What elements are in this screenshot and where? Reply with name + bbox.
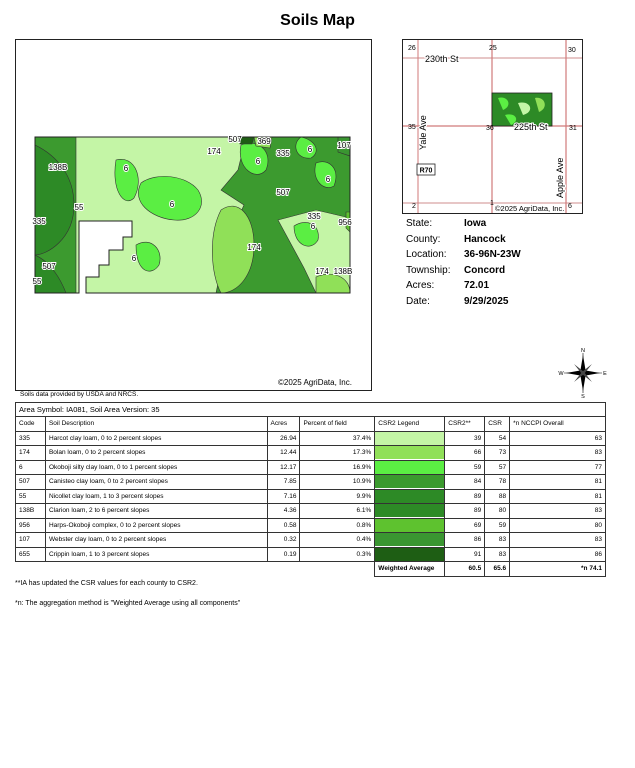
property-info xyxy=(406,216,521,310)
road-label: 225th St xyxy=(514,122,548,132)
soil-nccpi: 83 xyxy=(510,446,606,461)
column-header: CSR2 Legend xyxy=(375,417,445,432)
soil-description: Nicollet clay loam, 1 to 3 percent slopes xyxy=(45,489,267,504)
soil-csr2: 66 xyxy=(445,446,485,461)
area-symbol: Area Symbol: IA081, Soil Area Version: 35 xyxy=(16,403,606,417)
column-header: Code xyxy=(16,417,46,432)
map-label: 6 xyxy=(307,145,313,154)
table-row xyxy=(16,547,606,562)
area-symbol-row xyxy=(16,403,606,417)
soil-percent: 10.9% xyxy=(300,475,375,490)
soil-acres: 0.32 xyxy=(267,533,300,548)
column-header: Soil Description xyxy=(45,417,267,432)
soil-code: 107 xyxy=(16,533,46,548)
map-label: 6 xyxy=(255,157,261,166)
soil-nccpi: 63 xyxy=(510,431,606,446)
soil-description: Harps-Okoboji complex, 0 to 2 percent slopes xyxy=(45,518,267,533)
soil-percent: 16.9% xyxy=(300,460,375,475)
map-label: 6 xyxy=(325,175,331,184)
corner-label: 36 xyxy=(486,125,494,132)
compass-w: W xyxy=(558,371,564,377)
compass-n: N xyxy=(581,348,585,354)
corner-label: 25 xyxy=(489,45,497,52)
soil-acres: 0.58 xyxy=(267,518,300,533)
soil-percent: 37.4% xyxy=(300,431,375,446)
column-header: Acres xyxy=(267,417,300,432)
location-map-svg xyxy=(403,40,582,213)
table-row xyxy=(16,518,606,533)
location-map xyxy=(402,39,583,214)
soil-csr: 57 xyxy=(485,460,510,475)
corner-label: 26 xyxy=(408,45,416,52)
csr2-legend-swatch xyxy=(375,547,445,562)
soil-code: 138B xyxy=(16,504,46,519)
map-label: 138B xyxy=(333,267,353,276)
info-row-county xyxy=(406,232,521,248)
soil-nccpi: 86 xyxy=(510,547,606,562)
soil-acres: 26.94 xyxy=(267,431,300,446)
soil-percent: 0.3% xyxy=(300,547,375,562)
highway-label: R70 xyxy=(419,167,433,175)
soil-csr2: 84 xyxy=(445,475,485,490)
csr2-legend-swatch xyxy=(375,504,445,519)
map-label: 6 xyxy=(123,164,129,173)
compass-e: E xyxy=(603,371,607,377)
soil-csr2: 86 xyxy=(445,533,485,548)
soil-percent: 0.4% xyxy=(300,533,375,548)
soil-description: Webster clay loam, 0 to 2 percent slopes xyxy=(45,533,267,548)
info-value: 9/29/2025 xyxy=(464,295,509,307)
soil-description: Okoboji silty clay loam, 0 to 1 percent slopes xyxy=(45,460,267,475)
corner-label: 30 xyxy=(568,47,576,54)
info-value: Concord xyxy=(464,264,506,276)
map-label: 335 xyxy=(32,217,46,226)
info-label: Acres: xyxy=(406,280,435,292)
map-label: 6 xyxy=(310,222,316,231)
soil-nccpi: 80 xyxy=(510,518,606,533)
info-label: Location: xyxy=(406,249,447,261)
map-label: 369 xyxy=(257,137,271,146)
soil-acres: 4.36 xyxy=(267,504,300,519)
csr2-note: **IA has updated the CSR values for each county to CSR2. xyxy=(15,580,198,587)
soil-csr2: 39 xyxy=(445,431,485,446)
map-label: 335 xyxy=(307,212,321,221)
soil-csr2: 59 xyxy=(445,460,485,475)
soil-csr2: 69 xyxy=(445,518,485,533)
soil-csr: 59 xyxy=(485,518,510,533)
map-label: 507 xyxy=(276,188,290,197)
map-label: 507 xyxy=(42,262,56,271)
soils-map-svg xyxy=(16,40,371,390)
soil-table xyxy=(15,402,606,577)
table-row xyxy=(16,460,606,475)
aggregation-note: *n: The aggregation method is "Weighted Average using all components" xyxy=(15,600,241,607)
csr2-legend-swatch xyxy=(375,460,445,475)
csr2-legend-swatch xyxy=(375,533,445,548)
info-row-date xyxy=(406,294,521,310)
soil-acres: 0.19 xyxy=(267,547,300,562)
soil-percent: 17.3% xyxy=(300,446,375,461)
corner-label: 35 xyxy=(408,124,416,131)
soil-nccpi: 83 xyxy=(510,504,606,519)
corner-label: 1 xyxy=(490,200,494,207)
map-label: 335 xyxy=(276,149,290,158)
table-header xyxy=(16,417,606,432)
map-label: 138B xyxy=(48,163,68,172)
map-label: 6 xyxy=(131,254,137,263)
compass-s: S xyxy=(581,394,585,399)
map-label: 956 xyxy=(338,218,352,227)
soil-description: Bolan loam, 0 to 2 percent slopes xyxy=(45,446,267,461)
info-row-state xyxy=(406,216,521,232)
soil-code: 655 xyxy=(16,547,46,562)
map-copyright: ©2025 AgriData, Inc. xyxy=(278,378,352,387)
map-label: 6 xyxy=(169,200,175,209)
soil-code: 335 xyxy=(16,431,46,446)
map-label: 55 xyxy=(32,277,42,286)
soil-csr: 83 xyxy=(485,547,510,562)
csr2-legend-swatch xyxy=(375,489,445,504)
table-row xyxy=(16,446,606,461)
road-label: 230th St xyxy=(425,54,459,64)
compass-rose-icon xyxy=(558,345,608,399)
soil-csr: 80 xyxy=(485,504,510,519)
soil-csr: 54 xyxy=(485,431,510,446)
location-map-copyright: ©2025 AgriData, Inc. xyxy=(495,204,565,213)
soil-nccpi: 83 xyxy=(510,533,606,548)
soil-csr2: 89 xyxy=(445,489,485,504)
csr2-legend-swatch xyxy=(375,446,445,461)
map-label: 174 xyxy=(247,243,261,252)
soils-map xyxy=(15,39,372,391)
soil-description: Crippin loam, 1 to 3 percent slopes xyxy=(45,547,267,562)
column-header: *n NCCPI Overall xyxy=(510,417,606,432)
info-row-acres xyxy=(406,278,521,294)
soil-nccpi: 81 xyxy=(510,475,606,490)
data-source-note: Soils data provided by USDA and NRCS. xyxy=(20,391,139,398)
soil-acres: 7.85 xyxy=(267,475,300,490)
soil-code: 6 xyxy=(16,460,46,475)
info-label: Township: xyxy=(406,264,451,276)
weighted-average-csr2: 60.5 xyxy=(445,562,485,577)
soil-csr: 73 xyxy=(485,446,510,461)
soil-code: 174 xyxy=(16,446,46,461)
info-label: County: xyxy=(406,233,441,245)
map-label: 107 xyxy=(337,141,351,150)
soil-csr: 83 xyxy=(485,533,510,548)
map-label: 174 xyxy=(207,147,221,156)
soil-code: 956 xyxy=(16,518,46,533)
table-row xyxy=(16,431,606,446)
soil-acres: 7.16 xyxy=(267,489,300,504)
soil-code: 55 xyxy=(16,489,46,504)
soil-acres: 12.17 xyxy=(267,460,300,475)
weighted-average-row xyxy=(16,562,606,577)
soil-csr: 88 xyxy=(485,489,510,504)
info-value: Hancock xyxy=(464,233,506,245)
road-label: Yale Ave xyxy=(418,115,428,150)
info-label: State: xyxy=(406,218,433,229)
csr2-legend-swatch xyxy=(375,431,445,446)
table-row xyxy=(16,504,606,519)
soil-nccpi: 81 xyxy=(510,489,606,504)
soil-csr: 78 xyxy=(485,475,510,490)
soil-percent: 9.9% xyxy=(300,489,375,504)
table-row xyxy=(16,489,606,504)
csr2-legend-swatch xyxy=(375,518,445,533)
csr2-legend-swatch xyxy=(375,475,445,490)
weighted-average-nccpi: *n 74.1 xyxy=(510,562,606,577)
page-title: Soils Map xyxy=(280,12,355,29)
map-label: 507 xyxy=(228,135,242,144)
info-value: 36-96N-23W xyxy=(464,249,521,261)
corner-label: 6 xyxy=(568,203,572,210)
weighted-average-csr: 65.6 xyxy=(485,562,510,577)
soil-nccpi: 77 xyxy=(510,460,606,475)
soil-description: Clarion loam, 2 to 6 percent slopes xyxy=(45,504,267,519)
info-row-location xyxy=(406,247,521,263)
soil-description: Canisteo clay loam, 0 to 2 percent slopes xyxy=(45,475,267,490)
soil-acres: 12.44 xyxy=(267,446,300,461)
column-header: CSR xyxy=(485,417,510,432)
soil-csr2: 89 xyxy=(445,504,485,519)
column-header: CSR2** xyxy=(445,417,485,432)
soil-description: Harcot clay loam, 0 to 2 percent slopes xyxy=(45,431,267,446)
soil-csr2: 91 xyxy=(445,547,485,562)
info-row-township xyxy=(406,263,521,279)
soil-percent: 6.1% xyxy=(300,504,375,519)
soil-code: 507 xyxy=(16,475,46,490)
info-value: 72.01 xyxy=(464,280,490,292)
corner-label: 31 xyxy=(569,125,577,132)
info-label: Date: xyxy=(406,295,430,307)
map-label: 55 xyxy=(74,203,84,212)
table-row xyxy=(16,533,606,548)
soil-percent: 0.8% xyxy=(300,518,375,533)
road-label: Apple Ave xyxy=(555,157,565,198)
weighted-average-label: Weighted Average xyxy=(375,562,445,577)
corner-label: 2 xyxy=(412,203,416,210)
column-header: Percent of field xyxy=(300,417,375,432)
table-row xyxy=(16,475,606,490)
info-value: Iowa xyxy=(464,218,487,229)
map-label: 174 xyxy=(315,267,329,276)
